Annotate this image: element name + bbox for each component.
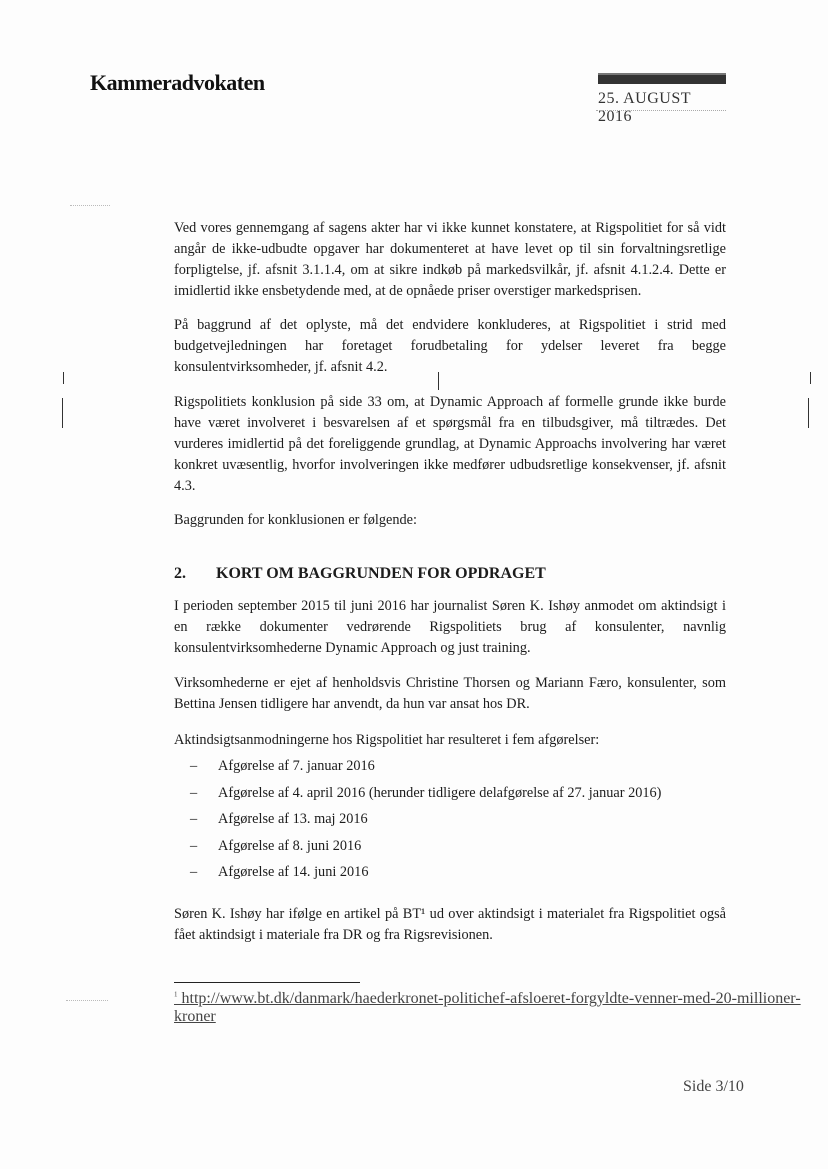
scan-artifact <box>70 205 110 206</box>
list-dash: – <box>190 811 198 827</box>
paragraph: Ved vores gennemgang af sagens akter har vi ikke kunnet konstatere, at Rigspolitiet for så vidt angår de ikke-udbudte opgaver har dokumenteret at have levet op til sin forvaltningsretlige forpligtelse, jf. afsnit 3.1.1.4, om at sikre indkøb på markedsvilkår, jf. afsnit 4.1.2.4. Dette er imidlertid ikke ensbetydende med, at de opnåede priser overstiger markedsprisen. <box>174 220 726 299</box>
list-dash: – <box>190 864 198 880</box>
paragraph: På baggrund af det oplyste, må det endvidere konkluderes, at Rigspolitiet i strid med budgetvejledningen har foretaget forudbetaling for ydelser leveret fra begge konsulentvirksomheder, jf. afsnit 4.2. <box>174 317 726 375</box>
list-item <box>190 783 710 810</box>
scan-artifact <box>66 1000 108 1001</box>
scan-artifact <box>810 372 811 384</box>
paragraph: Baggrunden for konklusionen er følgende: <box>174 512 417 528</box>
paragraph: Aktindsigtsanmodningerne hos Rigspolitiet har resulteret i fem afgørelser: <box>174 732 600 748</box>
footnote[interactable] <box>174 990 828 1026</box>
list-dash: – <box>190 758 198 774</box>
section-heading <box>174 565 726 583</box>
paragraph: I perioden september 2015 til juni 2016 har journalist Søren K. Ishøy anmodet om aktindsigt i en række dokumenter vedrørende Rigspolitiets brug af konsulenter, navnlig konsulentvirksomhederne Dynamic Approach og just training. <box>174 598 726 656</box>
list-item <box>190 809 710 836</box>
section-title: KORT OM BAGGRUNDEN FOR OPDRAGET <box>216 565 546 582</box>
paragraph: Søren K. Ishøy har ifølge en artikel på BT¹ ud over aktindsigt i materialet fra Rigspolitiet også fået aktindsigt i materiale fra DR og fra Rigsrevisionen. <box>174 906 726 943</box>
list-item <box>190 756 710 783</box>
header-divider <box>596 110 726 111</box>
list-item-text: Afgørelse af 8. juni 2016 <box>218 837 362 854</box>
paragraph: Rigspolitiets konklusion på side 33 om, at Dynamic Approach af formelle grunde ikke burde have været involveret i besvarelsen af et spørgsmål fra en tilbudsgiver, må tiltrædes. Det vurderes imidlertid på det foreliggende grundlag, at Dynamic Approachs involvering har været konkret uvæsentlig, hvorfor involveringen ikke medfører udbudsretlige konsekvenser, jf. afsnit 4.3. <box>174 394 726 494</box>
list-item-text: Afgørelse af 13. maj 2016 <box>218 811 368 827</box>
list-dash: – <box>190 837 198 854</box>
footnote-divider <box>174 982 360 983</box>
list-item <box>190 862 710 889</box>
decision-list <box>190 756 710 889</box>
header-bar <box>598 73 726 84</box>
list-dash: – <box>190 784 198 801</box>
section-number: 2. <box>174 565 186 582</box>
page-number: Side 3/10 <box>683 1078 744 1095</box>
list-item <box>190 836 710 863</box>
list-item-text: Afgørelse af 4. april 2016 (herunder tidligere delafgørelse af 27. januar 2016) <box>218 784 662 801</box>
footnote-link[interactable]: http://www.bt.dk/danmark/haederkronet-politichef-afsloeret-forgyldte-venner-med-20-millioner-kroner <box>174 990 801 1025</box>
document-date: 25. AUGUST 2016 <box>598 90 691 125</box>
firm-logo: Kammeradvokaten <box>90 70 265 95</box>
list-item-text: Afgørelse af 7. januar 2016 <box>218 758 375 774</box>
scan-artifact <box>808 398 809 428</box>
scan-artifact <box>63 372 64 384</box>
list-item-text: Afgørelse af 14. juni 2016 <box>218 864 369 880</box>
scan-artifact <box>62 398 63 428</box>
paragraph: Virksomhederne er ejet af henholdsvis Christine Thorsen og Mariann Færo, konsulenter, som Bettina Jensen tidligere har anvendt, da hun var ansat hos DR. <box>174 675 726 712</box>
footnote-marker: 1 <box>174 990 178 999</box>
